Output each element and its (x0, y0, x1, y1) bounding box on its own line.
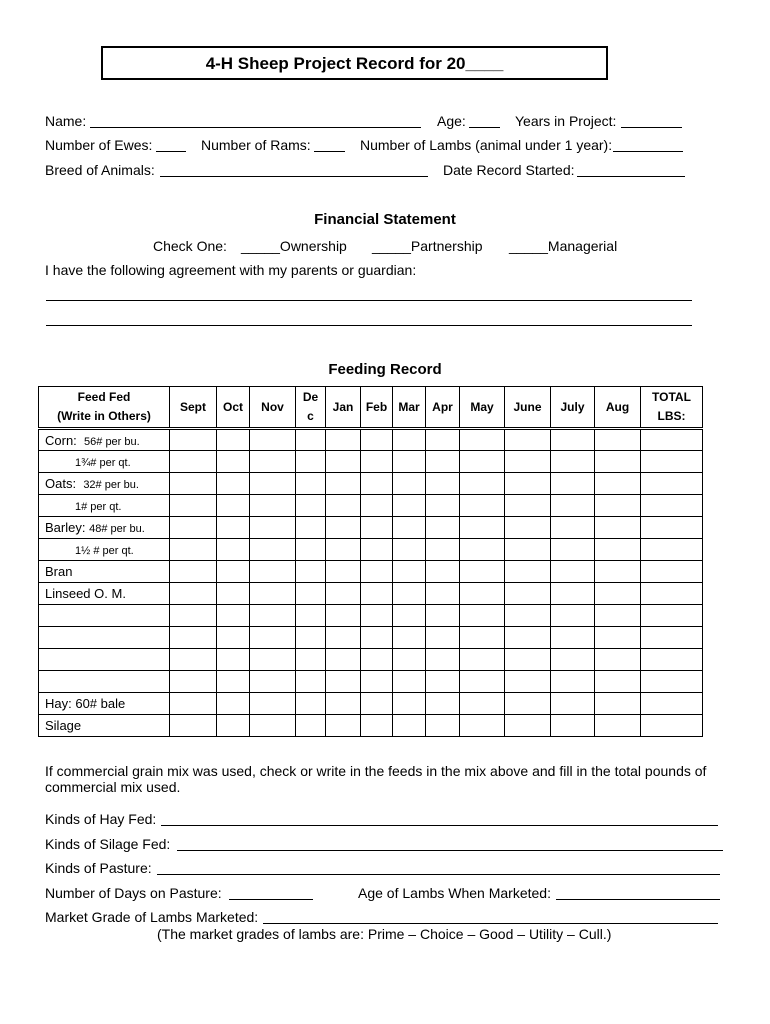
header-dec-line1: De (302, 390, 319, 404)
feed-cell[interactable] (326, 605, 361, 627)
feed-cell[interactable] (393, 715, 426, 737)
row-label (39, 693, 170, 715)
barley-rate-qt: 1½ # per qt. (75, 545, 134, 557)
header-apr: Apr (426, 387, 460, 429)
feed-cell[interactable] (460, 451, 505, 473)
header-feb: Feb (361, 387, 393, 429)
corn-label: Corn: (45, 432, 77, 448)
feed-cell[interactable] (595, 649, 641, 671)
feed-cell[interactable] (641, 451, 703, 473)
feed-cell[interactable] (217, 583, 250, 605)
feed-cell[interactable] (250, 451, 296, 473)
feed-cell[interactable] (595, 473, 641, 495)
feed-cell[interactable] (551, 451, 595, 473)
feed-cell[interactable] (641, 473, 703, 495)
feed-cell[interactable] (296, 605, 326, 627)
table-row-barley (39, 517, 703, 539)
feed-cell[interactable] (505, 627, 551, 649)
feed-cell[interactable] (551, 583, 595, 605)
feed-cell[interactable] (460, 561, 505, 583)
row-label (39, 473, 170, 495)
feed-cell[interactable] (170, 671, 217, 693)
header-july: July (551, 387, 595, 429)
days-pasture-field[interactable] (229, 899, 313, 900)
feed-cell[interactable] (361, 473, 393, 495)
feed-cell[interactable] (460, 495, 505, 517)
feed-cell[interactable] (426, 605, 460, 627)
feed-cell[interactable] (296, 473, 326, 495)
feed-cell[interactable] (170, 451, 217, 473)
feed-cell[interactable] (505, 583, 551, 605)
feed-cell[interactable] (641, 429, 703, 451)
feed-cell[interactable] (170, 583, 217, 605)
feed-cell[interactable] (641, 539, 703, 561)
feed-cell[interactable] (393, 583, 426, 605)
feed-cell[interactable] (326, 539, 361, 561)
feed-cell[interactable] (641, 715, 703, 737)
feed-cell[interactable] (217, 649, 250, 671)
feed-cell[interactable] (326, 517, 361, 539)
header-total-line2: LBS: (657, 409, 686, 423)
name-field[interactable] (90, 127, 421, 128)
rams-field[interactable] (314, 151, 345, 152)
feed-cell[interactable] (505, 671, 551, 693)
silage-fed-field[interactable] (177, 850, 723, 851)
feed-cell[interactable] (170, 495, 217, 517)
feed-cell[interactable] (505, 517, 551, 539)
feed-cell[interactable] (426, 693, 460, 715)
row-label (39, 583, 170, 605)
feed-cell[interactable] (551, 671, 595, 693)
feed-cell[interactable] (170, 429, 217, 451)
feed-cell[interactable] (426, 649, 460, 671)
feed-cell[interactable] (393, 539, 426, 561)
feed-cell[interactable] (393, 561, 426, 583)
years-field[interactable] (621, 127, 682, 128)
agreement-line-2[interactable] (46, 325, 692, 326)
feed-cell[interactable] (296, 715, 326, 737)
feed-cell[interactable] (505, 539, 551, 561)
feed-cell[interactable] (505, 605, 551, 627)
breed-field[interactable] (160, 176, 428, 177)
feed-cell[interactable] (641, 671, 703, 693)
market-grade-label: Market Grade of Lambs Marketed: (45, 909, 259, 925)
feed-cell[interactable] (296, 693, 326, 715)
feed-cell[interactable] (361, 539, 393, 561)
feed-cell[interactable] (170, 627, 217, 649)
header-june: June (505, 387, 551, 429)
feed-cell[interactable] (250, 583, 296, 605)
feed-cell[interactable] (296, 539, 326, 561)
row-label-blank[interactable] (39, 605, 170, 627)
title-box (101, 46, 608, 80)
feed-cell[interactable] (217, 693, 250, 715)
linseed-label: Linseed O. M. (45, 586, 126, 601)
feed-cell[interactable] (250, 693, 296, 715)
feed-cell[interactable] (551, 649, 595, 671)
table-row-oats (39, 473, 703, 495)
feed-cell[interactable] (393, 627, 426, 649)
silage-fed-label: Kinds of Silage Fed: (45, 836, 171, 852)
feed-cell[interactable] (426, 561, 460, 583)
feed-cell[interactable] (595, 539, 641, 561)
feed-cell[interactable] (595, 583, 641, 605)
feed-cell[interactable] (217, 539, 250, 561)
feed-cell[interactable] (641, 605, 703, 627)
feed-cell[interactable] (426, 451, 460, 473)
barley-rate-bu: 48# per bu. (89, 523, 145, 535)
corn-rate-bu: 56# per bu. (84, 435, 140, 448)
page-title: 4-H Sheep Project Record for 20____ (205, 54, 504, 73)
date-field[interactable] (577, 176, 685, 177)
feed-cell[interactable] (326, 451, 361, 473)
table-row-blank-3 (39, 649, 703, 671)
feed-cell[interactable] (460, 583, 505, 605)
feed-cell[interactable] (505, 495, 551, 517)
feed-cell[interactable] (250, 429, 296, 451)
barley-label: Barley: (45, 520, 86, 535)
financial-heading: Financial Statement (314, 211, 456, 228)
feed-cell[interactable] (641, 517, 703, 539)
years-label: Years in Project: (515, 113, 617, 129)
name-label: Name: (45, 113, 87, 129)
table-row-hay (39, 693, 703, 715)
feed-cell[interactable] (393, 473, 426, 495)
feed-cell[interactable] (296, 561, 326, 583)
row-label (39, 561, 170, 583)
ewes-field[interactable] (156, 151, 186, 152)
feed-cell[interactable] (641, 627, 703, 649)
feed-cell[interactable] (460, 517, 505, 539)
feed-cell[interactable] (393, 693, 426, 715)
feed-cell[interactable] (217, 451, 250, 473)
header-dec (296, 387, 326, 429)
feed-cell[interactable] (326, 693, 361, 715)
oats-label: Oats: (45, 476, 77, 491)
feed-cell[interactable] (393, 671, 426, 693)
feed-cell[interactable] (641, 649, 703, 671)
feed-cell[interactable] (460, 671, 505, 693)
table-row-oats-qt (39, 495, 703, 517)
row-label-blank[interactable] (39, 627, 170, 649)
feed-cell[interactable] (460, 649, 505, 671)
feed-cell[interactable] (361, 583, 393, 605)
header-dec-line2: c (307, 409, 314, 423)
feed-cell[interactable] (296, 649, 326, 671)
feed-cell[interactable] (170, 517, 217, 539)
feed-cell[interactable] (505, 473, 551, 495)
row-label (39, 715, 170, 737)
feeding-table (38, 386, 703, 737)
feed-cell[interactable] (551, 517, 595, 539)
header-oct: Oct (217, 387, 250, 429)
header-nov: Nov (250, 387, 296, 429)
feed-cell[interactable] (426, 583, 460, 605)
table-row-blank-4 (39, 671, 703, 693)
feed-cell[interactable] (250, 473, 296, 495)
feed-cell[interactable] (296, 495, 326, 517)
row-label-blank[interactable] (39, 649, 170, 671)
ewes-label: Number of Ewes: (45, 137, 153, 153)
feed-cell[interactable] (296, 451, 326, 473)
bran-label: Bran (45, 564, 73, 579)
row-label-blank[interactable] (39, 671, 170, 693)
feed-cell[interactable] (426, 539, 460, 561)
feed-cell[interactable] (217, 627, 250, 649)
feed-cell[interactable] (170, 473, 217, 495)
feed-cell[interactable] (326, 429, 361, 451)
table-row-corn-qt (39, 451, 703, 473)
feed-cell[interactable] (426, 715, 460, 737)
hay-fed-field[interactable] (161, 825, 718, 826)
feed-cell[interactable] (217, 429, 250, 451)
feed-cell[interactable] (393, 517, 426, 539)
header-mar: Mar (393, 387, 426, 429)
feed-cell[interactable] (250, 539, 296, 561)
age-marketed-label: Age of Lambs When Marketed: (358, 885, 551, 901)
feed-cell[interactable] (170, 715, 217, 737)
table-row-corn (39, 429, 703, 451)
feed-cell[interactable] (551, 429, 595, 451)
lambs-field[interactable] (613, 151, 683, 152)
header-feed-line2: (Write in Others) (57, 409, 151, 423)
feed-cell[interactable] (595, 693, 641, 715)
days-pasture-label: Number of Days on Pasture: (45, 885, 222, 901)
date-label: Date Record Started: (443, 162, 575, 178)
table-row-blank-1 (39, 605, 703, 627)
feed-cell[interactable] (505, 429, 551, 451)
table-row-silage (39, 715, 703, 737)
feed-cell[interactable] (505, 451, 551, 473)
feed-cell[interactable] (460, 429, 505, 451)
feed-cell[interactable] (326, 649, 361, 671)
feed-cell[interactable] (326, 627, 361, 649)
feed-cell[interactable] (296, 517, 326, 539)
feed-cell[interactable] (551, 605, 595, 627)
table-row-bran (39, 561, 703, 583)
oats-rate-qt: 1# per qt. (75, 501, 122, 513)
feed-cell[interactable] (217, 561, 250, 583)
lambs-label: Number of Lambs (animal under 1 year): (360, 137, 613, 153)
rams-label: Number of Rams: (201, 137, 311, 153)
pasture-label: Kinds of Pasture: (45, 860, 152, 876)
feed-cell[interactable] (217, 671, 250, 693)
grades-note: (The market grades of lambs are: Prime – Choice – Good – Utility – Cull.) (157, 926, 612, 942)
feed-cell[interactable] (551, 693, 595, 715)
feed-cell[interactable] (250, 671, 296, 693)
feed-cell[interactable] (326, 495, 361, 517)
feed-cell[interactable] (505, 715, 551, 737)
feed-cell[interactable] (326, 583, 361, 605)
option-ownership[interactable]: _____Ownership (241, 238, 347, 254)
feed-cell[interactable] (551, 715, 595, 737)
feed-cell[interactable] (170, 561, 217, 583)
feed-cell[interactable] (551, 561, 595, 583)
feed-cell[interactable] (250, 715, 296, 737)
row-label (39, 539, 170, 561)
commercial-note-line2: commercial mix used. (45, 779, 181, 795)
feed-cell[interactable] (361, 627, 393, 649)
feed-cell[interactable] (250, 561, 296, 583)
feed-cell[interactable] (426, 517, 460, 539)
hay-label: Hay: 60# bale (45, 696, 126, 711)
feed-cell[interactable] (641, 561, 703, 583)
feed-cell[interactable] (426, 473, 460, 495)
header-total (641, 387, 703, 429)
feed-cell[interactable] (361, 517, 393, 539)
feed-cell[interactable] (393, 451, 426, 473)
feed-cell[interactable] (505, 561, 551, 583)
feed-cell[interactable] (361, 693, 393, 715)
feed-cell[interactable] (296, 583, 326, 605)
feed-cell[interactable] (296, 429, 326, 451)
option-managerial[interactable]: _____Managerial (509, 238, 618, 254)
feed-cell[interactable] (641, 583, 703, 605)
row-label (39, 429, 170, 451)
age-label: Age: (437, 113, 466, 129)
age-marketed-field[interactable] (556, 899, 720, 900)
header-feed (39, 387, 170, 429)
agreement-line-1[interactable] (46, 300, 692, 301)
feed-cell[interactable] (250, 649, 296, 671)
feed-cell[interactable] (361, 561, 393, 583)
header-jan: Jan (326, 387, 361, 429)
feed-cell[interactable] (250, 627, 296, 649)
feed-cell[interactable] (460, 539, 505, 561)
feed-cell[interactable] (326, 671, 361, 693)
feed-cell[interactable] (217, 517, 250, 539)
feed-cell[interactable] (326, 715, 361, 737)
feed-cell[interactable] (393, 605, 426, 627)
age-field[interactable] (469, 127, 500, 128)
feed-cell[interactable] (217, 715, 250, 737)
feed-cell[interactable] (551, 473, 595, 495)
breed-label: Breed of Animals: (45, 162, 155, 178)
silage-label: Silage (45, 718, 82, 733)
feed-cell[interactable] (595, 671, 641, 693)
feed-cell[interactable] (296, 671, 326, 693)
header-may: May (460, 387, 505, 429)
hay-fed-label: Kinds of Hay Fed: (45, 811, 157, 827)
feed-cell[interactable] (250, 495, 296, 517)
feed-cell[interactable] (361, 429, 393, 451)
row-label (39, 517, 170, 539)
feed-cell[interactable] (361, 715, 393, 737)
feed-cell[interactable] (595, 715, 641, 737)
feed-cell[interactable] (326, 473, 361, 495)
feed-cell[interactable] (426, 627, 460, 649)
feed-cell[interactable] (595, 561, 641, 583)
option-partnership[interactable]: _____Partnership (372, 238, 483, 254)
market-grade-field[interactable] (263, 923, 718, 924)
feed-cell[interactable] (641, 693, 703, 715)
feed-cell[interactable] (361, 451, 393, 473)
table-row-blank-2 (39, 627, 703, 649)
feed-cell[interactable] (393, 429, 426, 451)
feed-cell[interactable] (595, 605, 641, 627)
feed-cell[interactable] (460, 693, 505, 715)
feed-cell[interactable] (551, 539, 595, 561)
feed-cell[interactable] (361, 649, 393, 671)
feed-cell[interactable] (426, 429, 460, 451)
header-total-line1: TOTAL (652, 390, 691, 404)
agreement-label: I have the following agreement with my parents or guardian: (45, 262, 417, 278)
feed-cell[interactable] (250, 517, 296, 539)
feed-cell[interactable] (170, 649, 217, 671)
header-feed-line1: Feed Fed (77, 390, 131, 404)
feed-cell[interactable] (551, 627, 595, 649)
feed-cell[interactable] (296, 627, 326, 649)
oats-rate-bu: 32# per bu. (83, 479, 139, 491)
feed-cell[interactable] (170, 539, 217, 561)
feed-cell[interactable] (393, 649, 426, 671)
feed-cell[interactable] (505, 649, 551, 671)
feed-cell[interactable] (170, 605, 217, 627)
feed-cell[interactable] (250, 605, 296, 627)
feed-cell[interactable] (217, 495, 250, 517)
feed-cell[interactable] (460, 627, 505, 649)
feed-cell[interactable] (217, 605, 250, 627)
feed-cell[interactable] (595, 451, 641, 473)
feed-cell[interactable] (361, 495, 393, 517)
feeding-heading: Feeding Record (328, 361, 442, 378)
feed-cell[interactable] (326, 561, 361, 583)
feed-cell[interactable] (641, 495, 703, 517)
feed-cell[interactable] (170, 693, 217, 715)
table-row-linseed (39, 583, 703, 605)
feed-cell[interactable] (505, 693, 551, 715)
feed-cell[interactable] (551, 495, 595, 517)
check-one-label: Check One: (153, 238, 227, 254)
table-row-barley-qt (39, 539, 703, 561)
feed-cell[interactable] (361, 605, 393, 627)
feed-cell[interactable] (595, 495, 641, 517)
header-aug: Aug (595, 387, 641, 429)
feed-cell[interactable] (426, 495, 460, 517)
feed-cell[interactable] (595, 429, 641, 451)
table-header-row (39, 387, 703, 429)
row-label (39, 451, 170, 473)
pasture-field[interactable] (157, 874, 720, 875)
corn-rate-qt: 1¾# per qt. (75, 457, 131, 469)
feed-cell[interactable] (426, 671, 460, 693)
feed-cell[interactable] (595, 517, 641, 539)
feed-cell[interactable] (460, 605, 505, 627)
header-sept: Sept (170, 387, 217, 429)
feed-cell[interactable] (217, 473, 250, 495)
feed-cell[interactable] (460, 473, 505, 495)
feed-cell[interactable] (595, 627, 641, 649)
row-label (39, 495, 170, 517)
feed-cell[interactable] (393, 495, 426, 517)
feed-cell[interactable] (460, 715, 505, 737)
commercial-note-line1: If commercial grain mix was used, check or write in the feeds in the mix above and fill in the total pounds of (45, 763, 707, 779)
feed-cell[interactable] (361, 671, 393, 693)
